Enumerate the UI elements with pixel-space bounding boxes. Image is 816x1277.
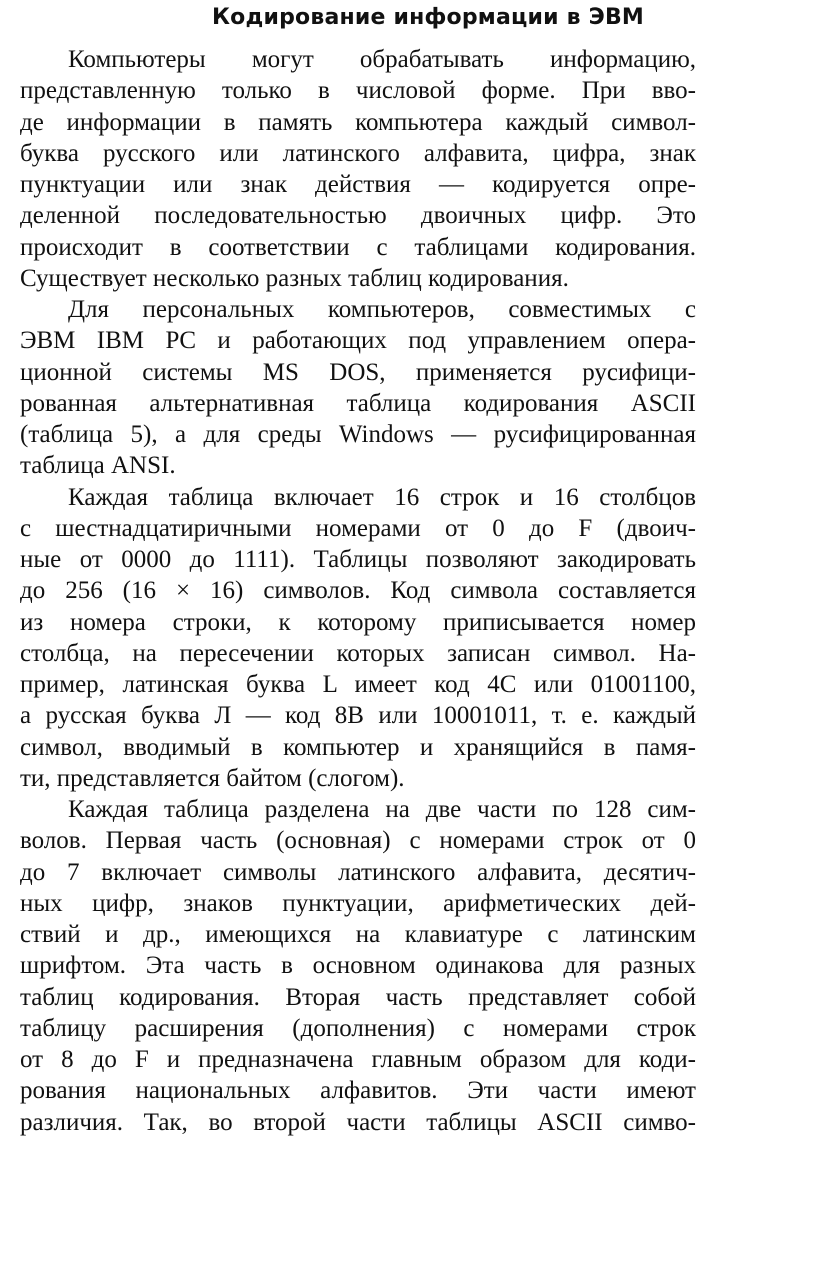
text-line: Существует несколько разных таблиц кодирования. [20, 264, 569, 292]
text-line: до 256 (16 × 16) символов. Код символа составляется [20, 577, 696, 605]
text-line: происходит в соответствии с таблицами кодирования. [20, 233, 696, 261]
text-line: а русская буква Л — код 8B или 10001011, т. е. каждый [20, 702, 696, 730]
article-body [20, 44, 696, 1138]
text-line: таблицу расширения (дополнения) с номерами строк [20, 1014, 696, 1042]
text-line: ти, представляется байтом (слогом). [20, 764, 405, 792]
text-line: до 7 включает символы латинского алфавита, десятич- [20, 858, 696, 886]
text-line: ствий и др., имеющихся на клавиатуре с латинским [20, 921, 696, 948]
text-line: Для персональных компьютеров, совместимых с [68, 296, 696, 323]
text-line: буква русского или латинского алфавита, цифра, знак [20, 139, 696, 167]
text-line: от 8 до F и предназначена главным образом для коди- [20, 1046, 696, 1073]
text-line: де информации в память компьютера каждый символ- [20, 108, 696, 136]
text-line: из номера строки, к которому приписывается номер [20, 608, 696, 636]
text-line: ционной системы MS DOS, применяется русифици- [20, 358, 696, 386]
paragraph [20, 794, 696, 1138]
text-line: пунктуации или знак действия — кодируется опре- [20, 171, 696, 198]
text-line: Каждая таблица разделена на две части по 128 сим- [68, 796, 696, 823]
text-line: ЭВМ IBM PC и работающих под управлением опера- [20, 327, 696, 355]
text-line: рования национальных алфавитов. Эти части имеют [20, 1077, 696, 1105]
text-line: различия. Так, во второй части таблицы ASCII симво- [20, 1108, 696, 1136]
text-line: столбца, на пересечении которых записан символ. На- [20, 639, 696, 667]
text-line: шрифтом. Эта часть в основном одинакова для разных [20, 952, 696, 980]
text-line: представленную только в числовой форме. При вво- [20, 77, 696, 105]
paragraph [20, 482, 696, 795]
text-line: пример, латинская буква L имеет код 4C или 01001100, [20, 671, 696, 698]
text-line: таблиц кодирования. Вторая часть представляет собой [20, 983, 696, 1011]
text-line: Каждая таблица включает 16 строк и 16 столбцов [68, 483, 696, 511]
text-line: ных цифр, знаков пунктуации, арифметических дей- [20, 889, 696, 917]
text-line: Компьютеры могут обрабатывать информацию, [68, 46, 696, 73]
text-line: деленной последовательностью двоичных цифр. Это [20, 202, 696, 230]
text-line: с шестнадцатиричными номерами от 0 до F (двоич- [20, 514, 696, 542]
text-line: (таблица 5), а для среды Windows — русифицированная [20, 421, 696, 448]
page-title: Кодирование информации в ЭВМ [211, 5, 645, 30]
text-line: рованная альтернативная таблица кодирования ASCII [20, 389, 696, 417]
text-line: волов. Первая часть (основная) с номерами строк от 0 [20, 827, 696, 855]
paragraph [20, 294, 696, 482]
text-line: ные от 0000 до 1111). Таблицы позволяют закодировать [20, 546, 696, 573]
paragraph [20, 44, 696, 294]
text-line: таблица ANSI. [20, 452, 176, 480]
text-line: символ, вводимый в компьютер и хранящийся в памя- [20, 733, 696, 761]
